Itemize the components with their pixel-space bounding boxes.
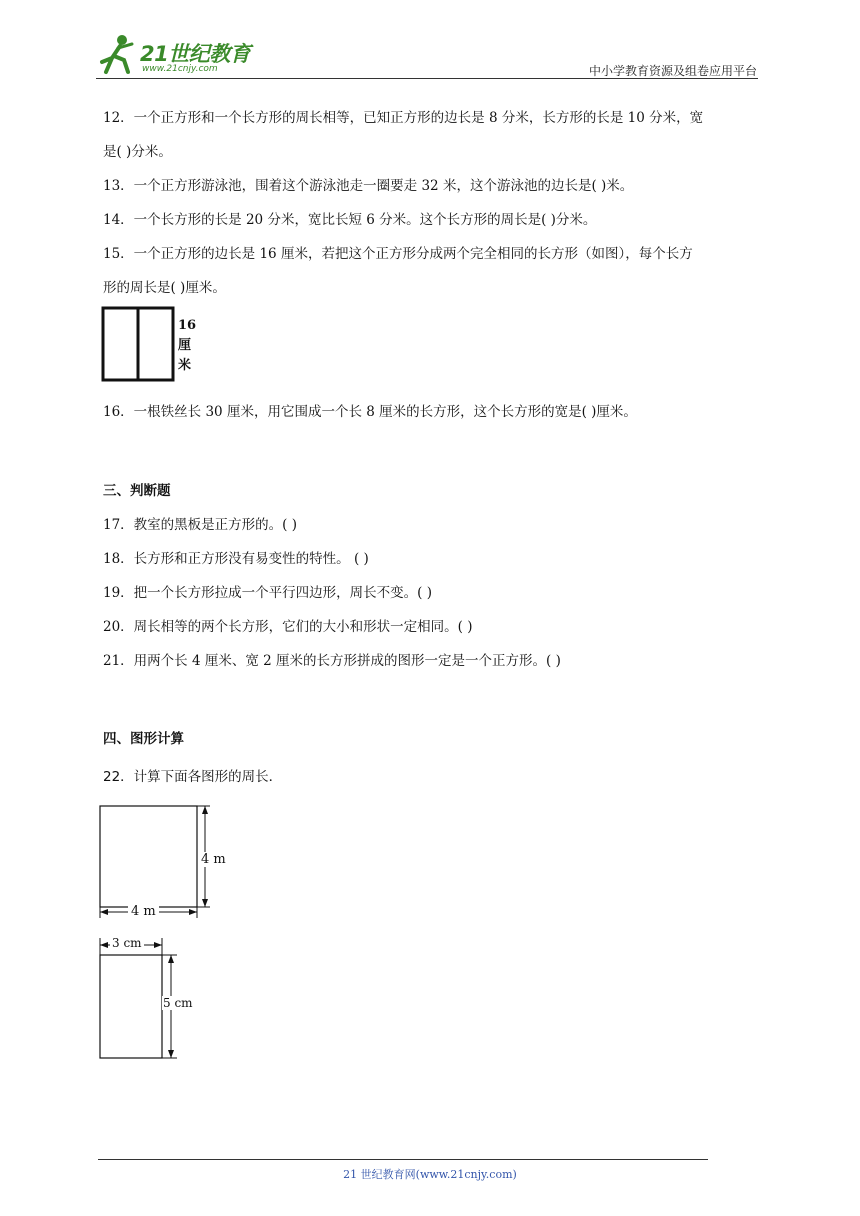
figure-22-rectangle: [96, 934, 216, 1064]
question-21: 21．用两个长 4 厘米、宽 2 厘米的长方形拼成的图形一定是一个正方形。( ): [103, 653, 561, 669]
section-4-title: 四、图形计算: [103, 731, 184, 747]
footer-divider: [98, 1159, 708, 1160]
header-divider: [96, 78, 758, 79]
section-3-title: 三、判断题: [103, 483, 171, 499]
logo-text: 21世纪教育: [140, 42, 251, 66]
question-22: 22．计算下面各图形的周长．: [103, 769, 283, 785]
figure-15-label-char2: 米: [178, 358, 192, 373]
question-19: 19．把一个长方形拉成一个平行四边形，周长不变。( ): [103, 585, 433, 601]
question-12-line1: 12．一个正方形和一个长方形的周长相等，已知正方形的边长是 8 分米，长方形的长是 10 分米，宽: [103, 110, 704, 126]
question-18: 18．长方形和正方形没有易变性的特性。 ( ): [103, 551, 369, 567]
figure-22-square-bottom-label: 4 m: [128, 904, 159, 919]
figure-15-label-number: 16: [178, 318, 197, 333]
figure-22-square: [96, 802, 236, 922]
footer-text: 21 世纪教育网(www.21cnjy.com): [343, 1168, 517, 1181]
question-14: 14．一个长方形的长是 20 分米，宽比长短 6 分米。这个长方形的周长是( )分米。: [103, 212, 597, 228]
header-platform-text: 中小学教育资源及组卷应用平台: [588, 64, 757, 78]
logo-url: www.21cnjy.com: [142, 64, 218, 74]
question-17: 17．教室的黑板是正方形的。( ): [103, 517, 298, 533]
question-15-line1: 15．一个正方形的边长是 16 厘米，若把这个正方形分成两个完全相同的长方形（如图），每个长方: [103, 246, 693, 262]
figure-22-rectangle-top-label: 3 cm: [112, 936, 142, 950]
figure-15-square: [101, 306, 201, 382]
question-20: 20．周长相等的两个长方形，它们的大小和形状一定相同。( ): [103, 619, 473, 635]
figure-22-rectangle-side-label: 5 cm: [163, 996, 193, 1010]
figure-15-label-char1: 厘: [178, 338, 192, 353]
figure-22-square-side-label: 4 m: [201, 852, 226, 867]
question-13: 13．一个正方形游泳池，围着这个游泳池走一圈要走 32 米，这个游泳池的边长是( )米。: [103, 178, 634, 194]
question-12-line2: 是( )分米。: [103, 144, 172, 160]
question-15-line2: 形的周长是( )厘米。: [103, 280, 226, 296]
site-logo: [94, 32, 144, 78]
question-16: 16．一根铁丝长 30 厘米，用它围成一个长 8 厘米的长方形，这个长方形的宽是( )厘米。: [103, 404, 637, 420]
